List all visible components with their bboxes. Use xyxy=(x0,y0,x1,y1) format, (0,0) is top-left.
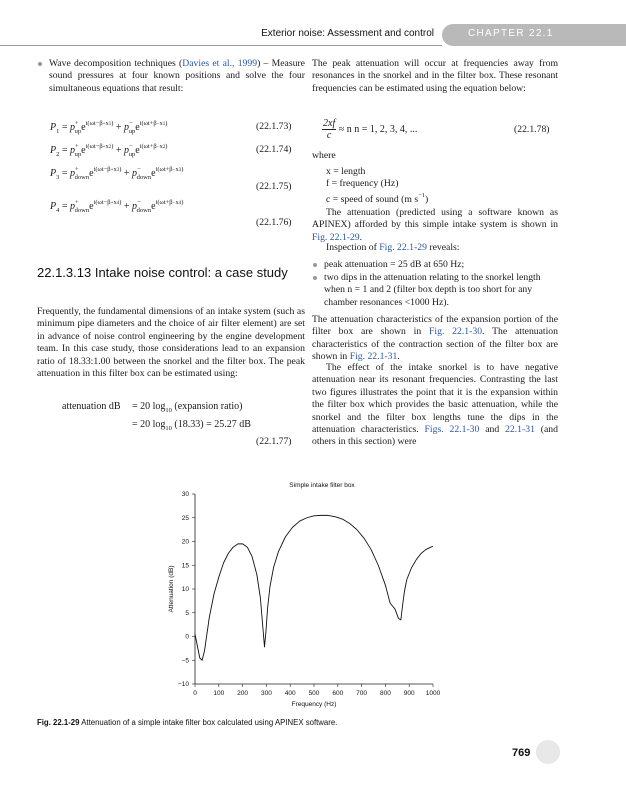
section-heading: 22.1.3.13 Intake noise control: a case study xyxy=(37,265,288,280)
text: and xyxy=(479,424,506,436)
x-tick-label: 700 xyxy=(356,690,368,697)
x-tick-label: 800 xyxy=(379,690,391,697)
x-tick-label: 300 xyxy=(260,690,272,697)
attenuation-series-line xyxy=(195,515,433,660)
text: (and others in this section) were xyxy=(312,424,558,448)
y-tick-label: 25 xyxy=(181,514,189,522)
x-tick-label: 200 xyxy=(237,690,249,697)
equation-p4: $P_4 = p^+_{down}e^{i(\omega t-\beta+x4)} + p^-_{down}e^{i(\omega t+\beta-x4)}$ xyxy=(50,199,184,214)
x-tick-label: 600 xyxy=(332,690,344,697)
y-tick-label: −10 xyxy=(177,681,189,689)
y-tick-label: 5 xyxy=(185,609,189,617)
bullet-text: Wave decomposition techniques ( xyxy=(49,58,183,69)
caption-text: Attenuation of a simple intake filter box calculated using APINEX software. xyxy=(79,718,338,727)
y-tick-label: 15 xyxy=(181,562,189,570)
page-number-marker xyxy=(536,740,560,764)
bullet-text-rest: ) – Measure sound pressures at four known positions and solve the four simultaneous equations that result: xyxy=(49,58,305,94)
figure-link[interactable]: Figs. 22.1-30 xyxy=(424,424,480,436)
y-tick-label: −5 xyxy=(181,657,189,665)
page-header xyxy=(0,0,626,46)
header-rule xyxy=(0,45,442,46)
paragraph-apinex: The attenuation (predicted using a software known as APINEX) afforded by this simple intake system is shown in Fig. 22.1-29. xyxy=(312,207,558,243)
paragraph-effect xyxy=(312,362,558,449)
x-axis-label: Frequency (Hz) xyxy=(291,701,337,708)
paragraph-characteristics xyxy=(312,314,558,364)
y-tick-label: 0 xyxy=(185,633,189,641)
eq-text: = 20 log xyxy=(132,401,166,412)
paragraph-intake: Frequently, the fundamental dimensions of an intake system (such as minimum pipe diameters and the choice of air filter element) are set in advance of noise control engineering by the engine development team. In this case study, those considerations lead to an expansion ratio of 18.33:1.00 between the snorkel and the filter box. The peak attenuation in this filter box can be estimated using: xyxy=(37,306,305,380)
bullet-dot xyxy=(38,62,42,66)
paragraph-peak: The peak attenuation will occur at frequencies away from resonances in the snorkel and in the filter box. These resonant frequencies can be estimated using the equation below: xyxy=(312,58,558,94)
figure-link[interactable]: Fig. 22.1-31 xyxy=(349,351,398,363)
equation-attenuation-line1 xyxy=(132,401,242,414)
text: The effect of the intake snorkel is to have negative attenuation near its resonant frequencies. Contrasting the last two figures illustrates the point that it is the expansion within the filter box which provides the basic attenuation, while the snorkel and the filter box lengths tune the dips in the attenuation characteristics. xyxy=(312,362,558,436)
definition-c: c = speed of sound (m $s^{-1}$) xyxy=(326,192,429,205)
definition-x: x = length xyxy=(326,166,366,177)
equation-attenuation-label: attenuation dB xyxy=(62,401,121,412)
equation-p3: $P_3 = p^+_{down}e^{i(\omega t-\beta+x3)} + p^-_{down}e^{i(\omega t+\beta-x3)}$ xyxy=(50,166,184,181)
eq-text-rest: (expansion ratio) xyxy=(174,401,243,412)
bullet-wave-decomposition xyxy=(37,58,305,95)
chapter-label: CHAPTER 22.1 xyxy=(468,28,554,39)
eq-sub: 10 xyxy=(165,425,172,432)
equation-number: (22.1.77) xyxy=(256,436,292,447)
citation-link[interactable]: Davies et al., 1999 xyxy=(182,58,258,69)
where-label: where xyxy=(312,150,336,161)
x-tick-label: 1000 xyxy=(425,690,441,697)
eq-text-rest: (18.33) = 25.27 dB xyxy=(174,419,251,430)
left-column xyxy=(37,58,305,95)
running-title: Exterior noise: Assessment and control xyxy=(261,28,434,39)
eq-sub: 10 xyxy=(165,407,172,414)
attenuation-chart xyxy=(150,478,450,718)
definition-f: f = frequency (Hz) xyxy=(326,178,399,189)
figure-link[interactable]: Fig. 22.1-29 xyxy=(379,242,427,253)
equation-number: (22.1.73) xyxy=(256,121,292,132)
equation-attenuation-line2 xyxy=(132,419,251,432)
figure-caption xyxy=(37,718,337,727)
figure-link[interactable]: Fig. 22.1-30 xyxy=(429,326,483,338)
equation-number: (22.1.75) xyxy=(256,181,292,192)
x-tick-label: 500 xyxy=(308,690,320,697)
equation-number: (22.1.76) xyxy=(256,217,292,228)
y-tick-label: 30 xyxy=(181,491,189,499)
definition-c-text: c = speed of sound (m s xyxy=(326,194,419,205)
text: Inspection of xyxy=(326,242,380,253)
y-axis-label: Attenuation (dB) xyxy=(168,565,175,613)
eq-text: ≈ n n = 1, 2, 3, 4, ... xyxy=(338,123,418,135)
x-tick-label: 0 xyxy=(193,690,197,697)
page-number: 769 xyxy=(512,747,531,759)
x-tick-label: 100 xyxy=(213,690,225,697)
y-tick-label: 10 xyxy=(181,586,189,594)
eq-text: = 20 log xyxy=(132,419,166,430)
x-tick-label: 400 xyxy=(284,690,296,697)
chart-title: Simple intake filter box xyxy=(289,482,355,489)
equation-p1: $P_1 = p^+_{up}e^{i(\omega t-\beta+x1)} + p^-_{up}e^{i(\omega t+\beta-x1)}$ xyxy=(50,120,168,135)
paragraph-inspection xyxy=(326,242,558,254)
bullet-dot xyxy=(313,263,317,267)
bullet-text: peak attenuation = 25 dB at 650 Hz; xyxy=(324,259,465,270)
bullet-peak xyxy=(312,259,558,271)
equation-resonance: $\frac{2xf}{c}$ ≈ n n = 1, 2, 3, 4, ... xyxy=(323,118,418,141)
bullet-dot xyxy=(313,276,317,280)
equation-number: (22.1.74) xyxy=(256,144,292,155)
x-tick-label: 900 xyxy=(403,690,415,697)
text: . xyxy=(397,351,400,363)
text: . The attenuation characteristics of the contraction section of the filter box are shown in xyxy=(312,326,558,363)
bullet-text: two dips in the attenuation relating to the snorkel length when n = 1 and 2 (filter box depth is too short for any chamber resonances <1000 Hz). xyxy=(324,272,541,308)
figure-link[interactable]: 22.1-31 xyxy=(505,424,535,436)
equation-p2: $P_2 = p^+_{up}e^{i(\omega t-\beta+x2)} + p^-_{up}e^{i(\omega t+\beta-x2)}$ xyxy=(50,143,168,158)
text: The attenuation characteristics of the expansion portion of the filter box are shown in xyxy=(312,314,558,338)
caption-label: Fig. 22.1-29 xyxy=(37,718,80,727)
text-rest: reveals: xyxy=(426,242,460,253)
bullet-dips xyxy=(312,272,552,309)
figure-link[interactable]: Fig. 22.1-29 xyxy=(312,231,360,243)
text: The attenuation (predicted using a software known as APINEX) afforded by this simple intake system is shown in xyxy=(312,207,558,231)
y-tick-label: 20 xyxy=(181,538,189,546)
equation-number: (22.1.78) xyxy=(514,124,550,135)
